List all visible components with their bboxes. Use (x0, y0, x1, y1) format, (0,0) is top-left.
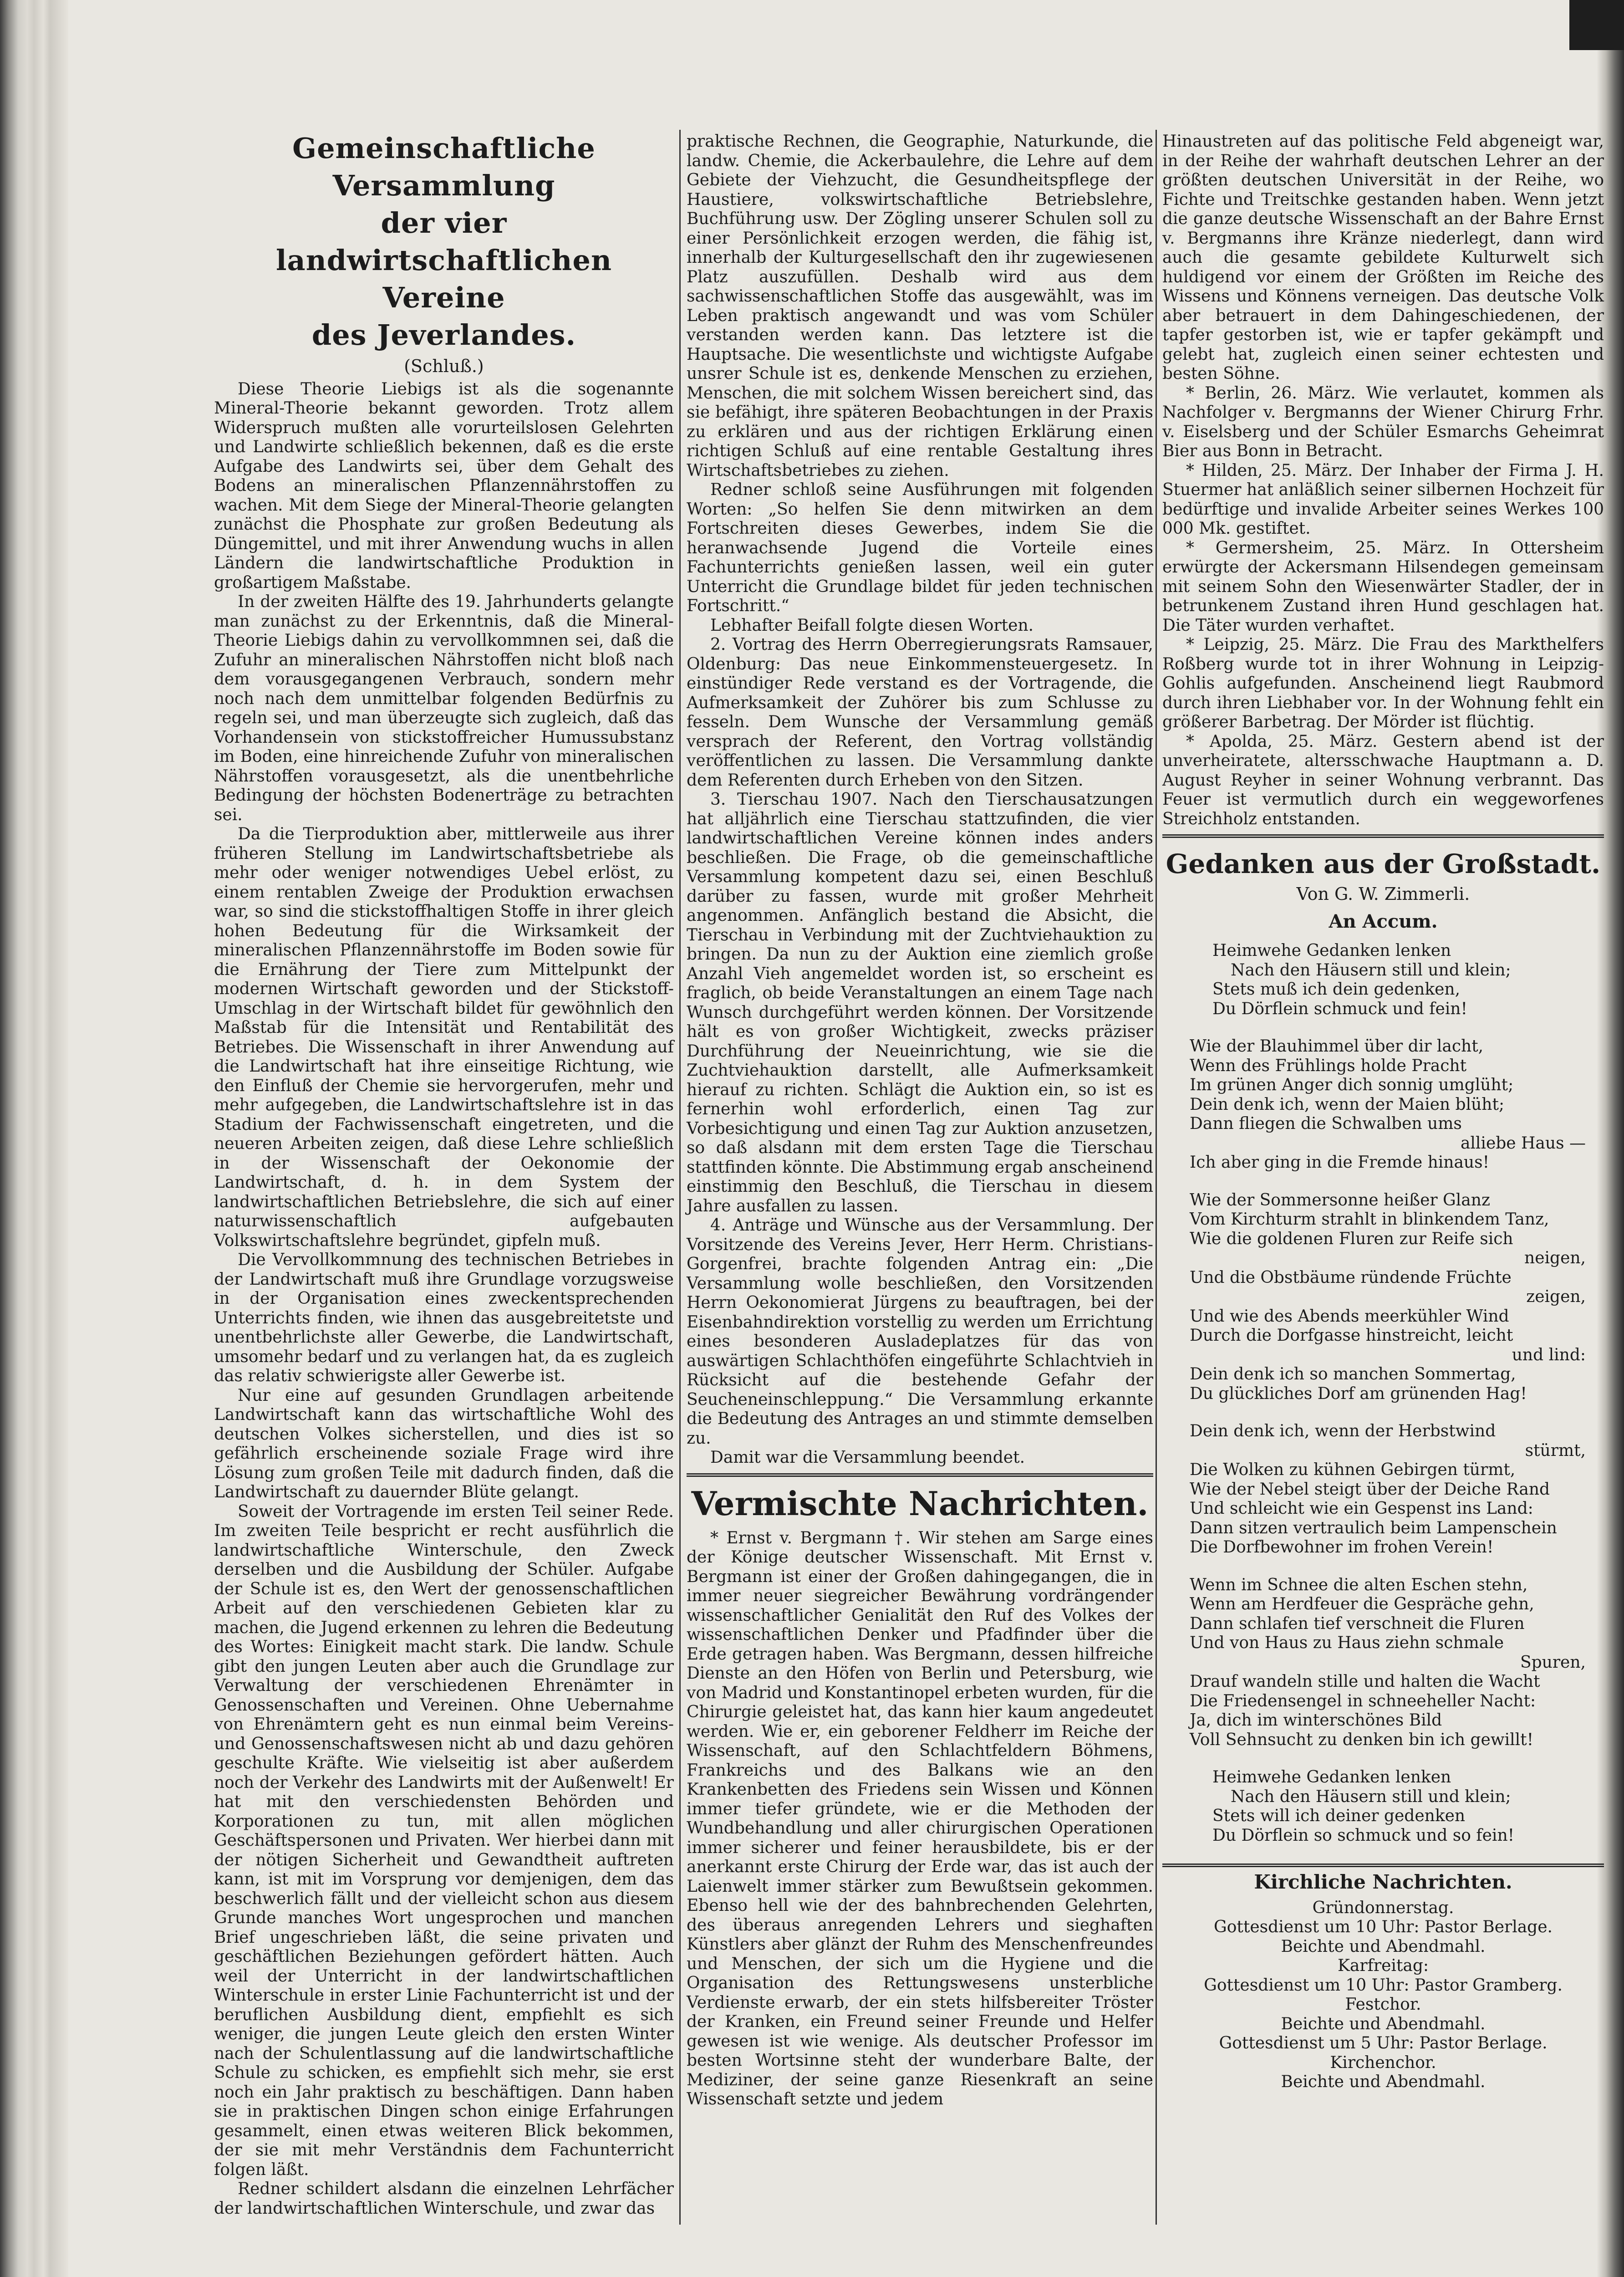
article-title-line: Gemeinschaftliche Versammlung (292, 132, 596, 202)
article-paragraph: 4. Anträge und Wünsche aus der Versammlung. Der Vorsitzende des Vereins Jever, Herr Herm. Christians-Gorgenfrei, brachte folgenden Antrag ein: „Die Versammlung wolle beschließen, den Vorsitzenden Herrn Oekonomierat Jürgens zu beauftragen, bei der Eisenbahndirektion vorstellig zu werden um Errichtung eines besonderen Ausladeplatzes für das von auswärtigen Schlachthöfen eingeführte Schlachtvieh in Rücksicht auf die bestehende Gefahr der Seucheneinschleppung.“ Die Versammlung erkannte die Bedeutung des Antrages an und stimmte demselben zu. (687, 1216, 1153, 1448)
section-divider (1162, 834, 1604, 838)
poem-line: Vom Kirchturm strahlt in blinkendem Tanz, (1190, 1210, 1549, 1229)
column-1 (214, 130, 674, 2218)
poem-stanza (1190, 1576, 1604, 1750)
poem-line: Wie der Sommersonne heißer Glanz (1190, 1190, 1490, 1210)
poem-line: Und schleicht wie ein Gespenst ins Land: (1190, 1499, 1533, 1518)
poem-byline: Von G. W. Zimmerli. (1296, 884, 1470, 904)
column-rule-2 (1156, 130, 1157, 2225)
poem-line: Du Dörflein schmuck und fein! (1212, 999, 1467, 1018)
poem-line: Dein denk ich so manchen Sommertag, (1190, 1365, 1516, 1384)
news-paragraph: * Apolda, 25. März. Gestern abend ist der unverheiratete, altersschwache Hauptmann a. D. August Reyher in seiner Wohnung verbrannt. Das Feuer ist vermutlich durch ein weggeworfenes Streichholz entstanden. (1162, 732, 1604, 828)
article-title (214, 130, 674, 354)
poem-line: Du glückliches Dorf am grünenden Hag! (1190, 1384, 1527, 1403)
poem-line: Durch die Dorfgasse hinstreicht, leicht (1190, 1326, 1513, 1345)
column-3 (1162, 132, 1604, 2092)
scan-corner (1569, 0, 1624, 50)
article-title-line: des Jeverlandes. (311, 318, 576, 352)
poem-line: Dein denk ich, wenn der Herbstwind (1190, 1422, 1496, 1440)
poem-line: Ich aber ging in die Fremde hinaus! (1190, 1153, 1490, 1172)
poem-stanza (1190, 1422, 1604, 1557)
news-paragraph: * Hilden, 25. März. Der Inhaber der Firma J. H. Stuermer hat anläßlich seiner silbernen Hochzeit für bedürftige und invalide Arbeiter seines Werkes 100 000 Mk. gestiftet. (1162, 461, 1604, 538)
article-subtitle: (Schluß.) (404, 356, 484, 376)
church-line: Gründonnerstag. (1312, 1898, 1454, 1917)
poem-line: Stets will ich deiner gedenken (1212, 1807, 1466, 1825)
poem-line: Dann schlafen tief verschneit die Fluren (1190, 1614, 1525, 1633)
poem-line: Stets muß ich dein gedenken, (1212, 980, 1461, 999)
poem-line: Die Wolken zu kühnen Gebirgen türmt, (1190, 1460, 1516, 1479)
poem-line: Wie der Blauhimmel über dir lacht, (1190, 1037, 1484, 1056)
poem-stanza (1212, 1768, 1604, 1845)
section-divider (687, 1473, 1153, 1477)
church-notices (1162, 1899, 1604, 2092)
poem-line: Und die Obstbäume ründende Früchte (1190, 1268, 1512, 1287)
article-paragraph: Da die Tierproduktion aber, mittlerweile aus ihrer früheren Stellung im Landwirtschaftsbetriebe als mehr oder weniger notwendiges Uebel erlöst, zu einem rentablen Zweige der Produktion erwachsen war, so sind die stickstoffhaltigen Stoffe in ihrer gleich hohen Bedeutung für die Wirksamkeit der mineralischen Pflanzennährstoffe im Boden sowie für die Ernährung der Tiere zum Mittelpunkt der modernen Wirtschaft geworden und der Stickstoff-Umschlag in der Wirtschaft bildet für gewöhnlich den Maßstab für die Intensität und Rentabilität des Betriebes. Die Wissenschaft in ihrer Anwendung auf die Landwirtschaft hat ihre einseitige Richtung, wie den Einfluß der Chemie sie hervorgerufen, mehr und mehr aufgegeben, die Landwirtschaftslehre ist in das Stadium der Fachwissenschaft eingetreten, und die neueren Arbeiten zeigen, daß diese Lehre schließlich in der Wissenschaft der Oekonomie der Landwirtschaft, d. h. in dem System der landwirtschaftlichen Betriebslehre, die sich auf einer naturwissenschaftlich aufgebauten Volkswirtschaftslehre begründet, gipfeln muß. (214, 825, 674, 1250)
news-paragraph: * Ernst v. Bergmann †. Wir stehen am Sarge eines der Könige deutscher Wissenschaft. Mit Ernst v. Bergmann ist einer der Großen dahingegangen, die in immer neuer siegreicher Bewährung vordrängender wissenschaftlicher Genialität den Ruf des Volkes der wissenschaftlichen Denker und Pfadfinder über die Erde getragen haben. Was Bergmann, dessen hilfreiche Dienste an den Höfen von Berlin und Petersburg, wie von Madrid und Konstantinopel erbeten wurden, für die Chirurgie geleistet hat, das kann hier kaum angedeutet werden. Wie er, ein geborener Feldherr im Reiche der Wissenschaft, auf den Schlachtfeldern Böhmens, Frankreichs und des Balkans wie an den Krankenbetten des Friedens sein Wissen und Können immer tiefer gründete, wie er die Methoden der Wundbehandlung und aller chirurgischen Operationen immer sicherer und feiner herausbildete, bis er der anerkannt erste Chirurg der Erde war, das ist auch der Laienwelt immer stärker zum Bewußtsein gekommen. Ebenso hell wie der des bahnbrechenden Gelehrten, des überaus anregenden Lehrers und sieghaften Künstlers aber glänzt der Ruhm des Menschenfreundes und Menschen, der sich um die Hygiene und die Organisation des Rettungswesens unsterbliche Verdienste erwarb, der ein stets hilfsbereiter Tröster der Kranken, ein Freund seiner Freunde und Helfer gewesen ist wie wenige. Als deutscher Professor im besten Wortsinne steht der wunderbare Balte, der Mediziner, der seine ganze Riesenkraft an seine Wissenschaft setzte und jedem (687, 1528, 1153, 2109)
column-2 (687, 132, 1153, 2109)
poem-line: alliebe Haus — (1460, 1133, 1586, 1153)
poem-stanza (1212, 941, 1604, 1019)
column-rule-1 (679, 130, 681, 2225)
article-paragraph: Lebhafter Beifall folgte diesen Worten. (710, 616, 1034, 635)
poem-line: und lind: (1512, 1345, 1586, 1364)
poem-line: Die Dorfbewohner im frohen Verein! (1190, 1538, 1494, 1557)
article-title-line: der vier landwirtschaftlichen Vereine (275, 206, 612, 314)
article-paragraph: Diese Theorie Liebigs ist als die sogenannte Mineral-Theorie bekannt geworden. Trotz allem Widerspruch mußten alle vorurteilslosen Gelehrten und Landwirte schließlich bekennen, daß es die erste Aufgabe des Landwirts sei, über dem Gehalt des Bodens an mineralischen Pflanzennährstoffen zu wachen. Mit dem Siege der Mineral-Theorie gelangten zunächst die Phosphate zur großen Bedeutung als Düngemittel, und mit ihrer Anwendung wuchs in allen Ländern die landwirtschaftliche Produktion in großartigem Maßstabe. (214, 379, 674, 592)
church-line: Gottesdienst um 10 Uhr: Pastor Gramberg. (1204, 1976, 1563, 1995)
section-title-gedanken: Gedanken aus der Großstadt. (1166, 848, 1601, 879)
poem-line: stürmt, (1525, 1441, 1586, 1460)
church-line: Gottesdienst um 5 Uhr: Pastor Berlage. (1219, 2034, 1548, 2052)
article-paragraph: Soweit der Vortragende im ersten Teil seiner Rede. Im zweiten Teile bespricht er recht ausführlich die landwirtschaftliche Winterschule, den Zweck derselben und die Ausbildung der Schüler. Aufgabe der Schule ist es, den Wert der genossenschaftlichen Arbeit auf den verschiedenen Gebieten klar zu machen, die Jugend erkennen zu lehren die Bedeutung des Wortes: Einigkeit macht stark. Die landw. Schule gibt den jungen Leuten aber auch die Grundlage zur Verwaltung der verschiedenen Ehrenämter in Genossenschaften und Vereinen. Ohne Uebernahme von Ehrenämtern geht es nun einmal beim Vereins- und Genossenschaftswesen nicht ab und dazu gehören geschulte Kräfte. Wie vielseitig ist aber außerdem noch der Verkehr des Landwirts mit der Außenwelt! Er hat mit den verschiedensten Behörden und Korporationen zu tun, mit allen möglichen Geschäftspersonen und Privaten. Wer hierbei dann mit der nötigen Sicherheit und Gewandtheit auftreten kann, ist mit im Vorsprung vor demjenigen, dem das beschwerlich fällt und der vielleicht schon aus diesem Grunde manches Wort ungesprochen und manchen Brief ungeschrieben läßt, die seine privaten und geschäftlichen Beziehungen gefördert hätten. Auch weil der Unterricht in der landwirtschaftlichen Winterschule in erster Linie Fachunterricht ist und der beruflichen Ausbildung dient, empfiehlt es sich weniger, die jungen Leute gleich den ersten Winter nach der Schulentlassung auf die landwirtschaftliche Schule zu schicken, es empfiehlt sich mehr, sie erst noch ein Jahr praktisch zu beschäftigen. Dann haben sie in praktischen Dingen schon einige Erfahrungen gesammelt, einen etwas weiteren Blick bekommen, der sie mit mehr Verständnis dem Fachunterricht folgen läßt. (214, 1502, 674, 2179)
church-line: Beichte und Abendmahl. (1281, 2014, 1486, 2033)
article-paragraph: In der zweiten Hälfte des 19. Jahrhunderts gelangte man zunächst zu der Erkenntnis, daß die Mineral-Theorie Liebigs dahin zu vervollkommnen sei, daß die Zufuhr an mineralischen Nährstoffen nicht bloß nach dem vorausgegangenen Verbrauch, sondern mehr noch nach dem unmittelbar folgenden Bedürfnis zu regeln sei, und man überzeugte sich zugleich, daß das Vorhandensein von stickstoffreicher Humussubstanz im Boden, eine hinreichende Zufuhr von mineralischen Nährstoffen vorausgesetzt, als die unentbehrliche Bedingung der höchsten Bodenerträge zu betrachten sei. (214, 592, 674, 824)
poem-line: Im grünen Anger dich sonnig umglüht; (1190, 1076, 1514, 1094)
poem-line: Wenn am Herdfeuer die Gespräche gehn, (1190, 1595, 1534, 1613)
poem-line: Heimwehe Gedanken lenken (1212, 941, 1451, 960)
poem-line: Nach den Häusern still und klein; (1231, 1787, 1511, 1806)
church-line: Kirchenchor. (1330, 2053, 1436, 2072)
article-paragraph: Redner schloß seine Ausführungen mit folgenden Worten: „So helfen Sie denn mitwirken an dem Fortschreiten dieses Gewerbes, indem Sie die heranwachsende Jugend die Vorteile eines Fachunterrichts genießen lassen, weil ein guter Unterricht die Grundlage bildet für jeden technischen Fortschritt.“ (687, 480, 1153, 615)
poem-line: Wie der Nebel steigt über der Deiche Rand (1190, 1480, 1550, 1499)
poem-line: Du Dörflein so schmuck und so fein! (1212, 1826, 1515, 1845)
poem-stanza (1190, 1037, 1604, 1173)
poem-line: Voll Sehnsucht zu denken bin ich gewillt! (1190, 1730, 1534, 1749)
news-paragraph: Hinaustreten auf das politische Feld abgeneigt war, in der Reihe der wahrhaft deutschen Lehrer an der größten deutschen Universität in der Reihe, wo Fichte und Treitschke gestanden haben. Wenn jetzt die ganze deutsche Wissenschaft an der Bahre Ernst v. Bergmanns ihre Kränze niederlegt, dann wird auch die gesamte gebildete Kulturwelt sich huldigend vor einem der Größten im Reiche des Wissens und Könnens verneigen. Das deutsche Volk aber betrauert in dem Dahingeschiedenen, der tapfer gestorben ist, wie er tapfer gekämpft und gelebt hat, zugleich einen seiner echtesten und besten Söhne. (1162, 132, 1604, 383)
poem-line: Heimwehe Gedanken lenken (1212, 1768, 1451, 1787)
poem-line: Und wie des Abends meerkühler Wind (1190, 1307, 1509, 1326)
poem-title: An Accum. (1329, 910, 1438, 932)
church-line: Gottesdienst um 10 Uhr: Pastor Berlage. (1214, 1918, 1553, 1936)
poem-line: Nach den Häusern still und klein; (1231, 960, 1511, 980)
church-line: Beichte und Abendmahl. (1281, 1937, 1486, 1956)
poem-line: Dann fliegen die Schwalben ums (1190, 1114, 1462, 1133)
poem-line: Wie die goldenen Fluren zur Reife sich (1190, 1229, 1513, 1248)
poem-line: Wenn des Frühlings holde Pracht (1190, 1056, 1467, 1075)
poem-line: Und von Haus zu Haus ziehn schmale (1190, 1634, 1504, 1652)
section-title-vermischte: Vermischte Nachrichten. (691, 1484, 1149, 1523)
poem-line: zeigen, (1526, 1287, 1586, 1306)
article-paragraph: Nur eine auf gesunden Grundlagen arbeitende Landwirtschaft kann das wirtschaftliche Wohl des deutschen Volkes sicherstellen, und dies ist so gefährlich erscheinende soziale Frage wird ihre Lösung zum großen Teile mit dadurch finden, daß die Landwirtschaft zu dauernder Blüte gelangt. (214, 1386, 674, 1501)
news-paragraph: * Berlin, 26. März. Wie verlautet, kommen als Nachfolger v. Bergmanns der Wiener Chirurg Frhr. v. Eiselsberg und der Schüler Esmarchs Geheimrat Bier aus Bonn in Betracht. (1162, 383, 1604, 460)
poem-line: Drauf wandeln stille und halten die Wacht (1190, 1672, 1540, 1691)
poem-line: Spuren, (1520, 1653, 1586, 1672)
news-paragraph: * Leipzig, 25. März. Die Frau des Markthelfers Roßberg wurde tot in ihrer Wohnung in Leipzig-Gohlis aufgefunden. Anscheinend liegt Raubmord durch ihren Liebhaber vor. In der Wohnung fehlt ein größerer Barbetrag. Der Mörder ist flüchtig. (1162, 635, 1604, 731)
poem-line: neigen, (1524, 1249, 1586, 1267)
poem-stanza (1190, 1191, 1604, 1404)
article-paragraph: 3. Tierschau 1907. Nach den Tierschausatzungen hat alljährlich eine Tierschau stattzufinden, die vier landwirtschaftlichen Vereine können indes anders beschließen. Die Frage, ob die gemeinschaftliche Versammlung kompetent dazu sei, einen Beschluß darüber zu fassen, wurde mit großer Mehrheit angenommen. Anfänglich bestand die Absicht, die Tierschau in Verbindung mit der Zuchtviehauktion zu bringen. Da nun zu der Auktion eine ziemlich große Anzahl Vieh angemeldet worden ist, so erscheint es fraglich, ob beide Veranstaltungen an einem Tage nach Wunsch durchgeführt werden können. Der Vorsitzende hält es von großer Wichtigkeit, zwecks präziser Durchführung der Neueinrichtung, wie sie die Zuchtviehauktion darstellt, alle Aufmerksamkeit hierauf zu richten. Schlägt die Auktion ein, so ist es fernerhin wohl erforderlich, einen Tag zur Vorbesichtigung und einen Tag zur Auktion anzusetzen, so daß alsdann mit dem ersten Tage die Tierschau stattfinden könnte. Die Abstimmung ergab anscheinend einstimmig den Beschluß, die Tierschau in diesem Jahre ausfallen zu lassen. (687, 790, 1153, 1215)
section-divider (1162, 1863, 1604, 1867)
poem-line: Wenn im Schnee die alten Eschen stehn, (1190, 1575, 1528, 1594)
article-paragraph: 2. Vortrag des Herrn Oberregierungsrats Ramsauer, Oldenburg: Das neue Einkommensteuergesetz. In einstündiger Rede verstand es der Vortragende, die Aufmerksamkeit der Zuhörer bis zum Schlusse zu fesseln. Dem Wunsche der Versammlung gemäß versprach der Referent, den Vortrag vollständig veröffentlichen zu lassen. Die Versammlung dankte dem Referenten durch Erheben von den Sitzen. (687, 635, 1153, 790)
news-paragraph: * Germersheim, 25. März. In Ottersheim erwürgte der Ackersmann Hilsendegen gemeinsam mit seinem Sohn den Wiesenwärter Stadler, der in betrunkenem Zustand ihren Hund geschlagen hat. Die Täter wurden verhaftet. (1162, 538, 1604, 635)
article-paragraph: Redner schildert alsdann die einzelnen Lehrfächer der landwirtschaftlichen Winterschule, und zwar das (214, 2180, 674, 2218)
article-paragraph: praktische Rechnen, die Geographie, Naturkunde, die landw. Chemie, die Ackerbaulehre, die Lehre auf dem Gebiete der Viehzucht, die Gesundheitspflege der Haustiere, volkswirtschaftliche Betriebslehre, Buchführung usw. Der Zögling unserer Schulen soll zu einer Persönlichkeit erzogen werden, die fähig ist, innerhalb der Kulturgesellschaft den ihr zugewiesenen Platz auszufüllen. Deshalb wird aus dem sachwissenschaftlichen Stoffe das ausgewählt, was im Leben praktisch angewandt und was vom Schüler verstanden werden kann. Das letztere ist die Hauptsache. Die wesentlichste und wichtigste Aufgabe unsrer Schule ist es, denkende Menschen zu erziehen, Menschen, die mit solchem Wissen bereichert sind, das sie befähigt, ihre späteren Beobachtungen in der Praxis zu erklären und aus der richtigen Erklärung einen richtigen Schluß auf eine rentable Gestaltung ihres Wirtschaftsbetriebes zu ziehen. (687, 132, 1153, 480)
church-line: Festchor. (1345, 1995, 1421, 2014)
poem-line: Ja, dich im winterschönes Bild (1190, 1711, 1442, 1730)
article-paragraph: Damit war die Versammlung beendet. (710, 1448, 1025, 1467)
poem-line: Dann sitzen vertraulich beim Lampenschein (1190, 1518, 1557, 1537)
church-line: Beichte und Abendmahl. (1281, 2073, 1486, 2091)
book-edge-left (0, 0, 68, 2277)
church-line: Karfreitag: (1337, 1956, 1429, 1975)
section-title-kirche: Kirchliche Nachrichten. (1254, 1871, 1512, 1893)
poem-line: Die Friedensengel in schneeheller Nacht: (1190, 1691, 1536, 1710)
article-paragraph: Die Vervollkommnung des technischen Betriebes in der Landwirtschaft muß ihre Grundlage vorzugsweise in der Organisation eines zweckentsprechenden Unterrichts finden, wie ihnen das ausgebreitetste und unentbehrlichste aller Gewerbe, die Landwirtschaft, umsomehr bedarf und zu verlangen hat, da es zugleich das relativ schwierigste aller Gewerbe ist. (214, 1251, 674, 1385)
poem-line: Dein denk ich, wenn der Maien blüht; (1190, 1095, 1505, 1114)
